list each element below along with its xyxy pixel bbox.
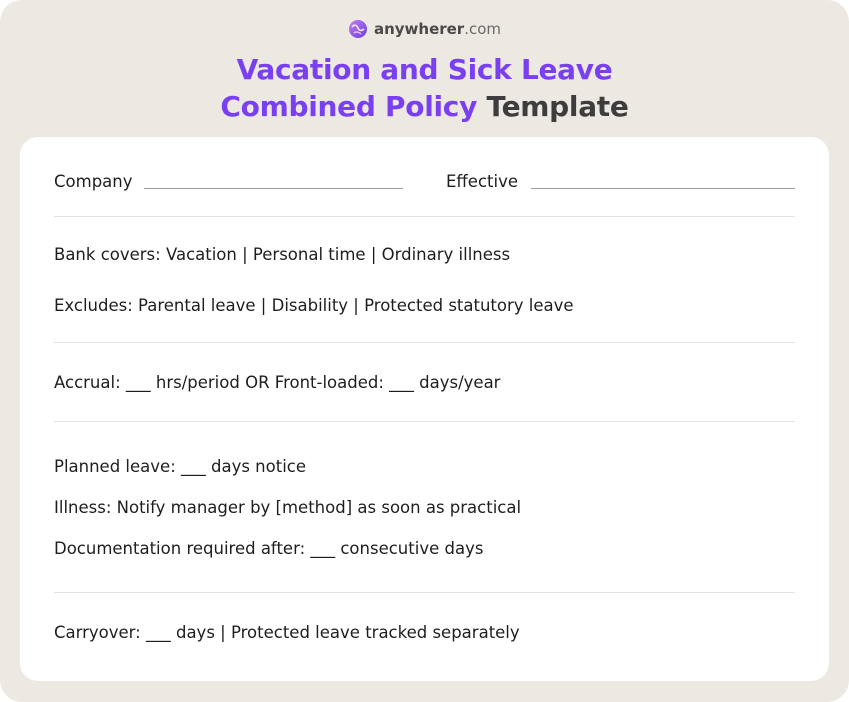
- accrual-text: Accrual: ___ hrs/period OR Front-loaded: ___ days/year: [54, 373, 501, 392]
- bank-covers-text: Bank covers: Vacation | Personal time | Ordinary illness: [54, 245, 511, 264]
- divider: [54, 592, 795, 593]
- brand-name: anywherer.com: [373, 20, 502, 38]
- title-line-1: Vacation and Sick Leave: [236, 53, 613, 86]
- page-title: [0, 51, 849, 125]
- globe-pin-icon: [348, 19, 368, 39]
- policy-card: [20, 137, 829, 681]
- documentation-text: Documentation required after: ___ consecutive days: [54, 539, 484, 558]
- title-accent: Combined Policy: [220, 90, 478, 123]
- company-label: Company: [54, 172, 133, 191]
- effective-label: Effective: [446, 172, 518, 191]
- divider: [54, 216, 795, 217]
- planned-leave-text: Planned leave: ___ days notice: [54, 457, 307, 476]
- company-fill-line[interactable]: [144, 188, 403, 189]
- effective-fill-line[interactable]: [531, 188, 795, 189]
- divider: [54, 342, 795, 343]
- divider: [54, 421, 795, 422]
- title-line-2: [0, 88, 849, 125]
- brand-header: [0, 19, 849, 39]
- illness-text: Illness: Notify manager by [method] as soon as practical: [54, 498, 522, 517]
- excludes-text: Excludes: Parental leave | Disability | Protected statutory leave: [54, 296, 574, 315]
- carryover-text: Carryover: ___ days | Protected leave tracked separately: [54, 623, 520, 642]
- title-dark: Template: [486, 90, 629, 123]
